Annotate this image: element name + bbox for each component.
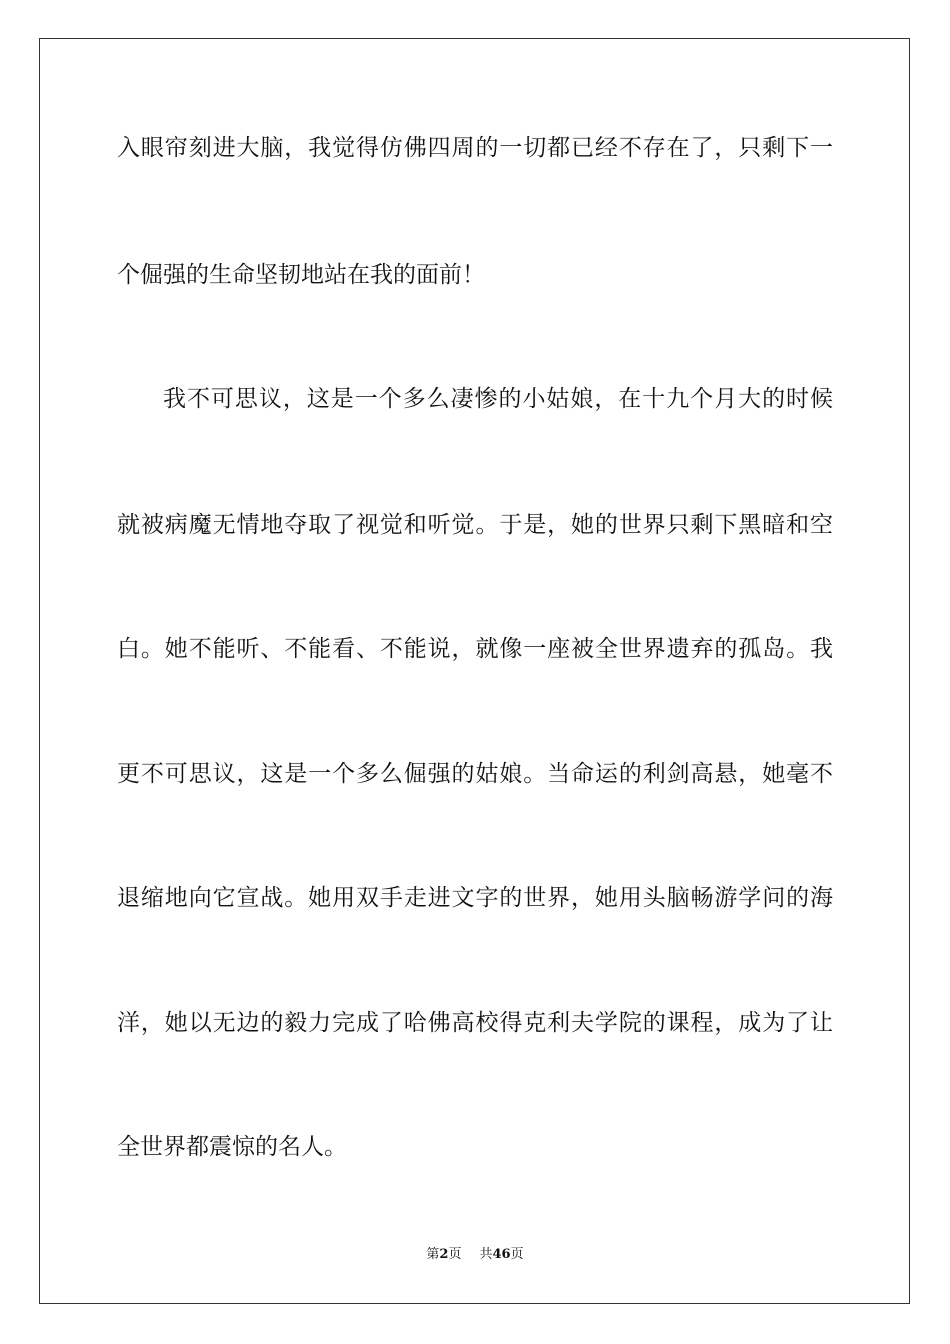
text-line-4: 就被病魔无情地夺取了视觉和听觉。于是，她的世界只剩下黑暗和空 xyxy=(117,512,833,538)
footer-prefix: 第 xyxy=(426,1247,440,1262)
footer-page-suffix: 页 xyxy=(448,1247,462,1262)
footer-total-prefix: 共 xyxy=(479,1247,493,1262)
footer-total-suffix: 页 xyxy=(510,1247,524,1262)
text-line-5: 白。她不能听、不能看、不能说，就像一座被全世界遗弃的孤岛。我 xyxy=(117,636,833,662)
text-line-2: 个倔强的生命坚韧地站在我的面前！ xyxy=(117,262,485,288)
text-line-8: 洋，她以无边的毅力完成了哈佛高校得克利夫学院的课程，成为了让 xyxy=(117,1010,833,1036)
text-line-3: 我不可思议，这是一个多么凄惨的小姑娘，在十九个月大的时候 xyxy=(163,386,833,412)
page-border xyxy=(39,38,910,1304)
text-line-7: 退缩地向它宣战。她用双手走进文字的世界，她用头脑畅游学问的海 xyxy=(117,885,833,911)
page-footer xyxy=(0,1246,950,1264)
page-number: 2 xyxy=(439,1247,449,1262)
text-line-9: 全世界都震惊的名人。 xyxy=(117,1134,347,1160)
text-line-1: 入眼帘刻进大脑，我觉得仿佛四周的一切都已经不存在了，只剩下一 xyxy=(117,135,833,161)
total-pages: 46 xyxy=(492,1247,511,1262)
text-line-6: 更不可思议，这是一个多么倔强的姑娘。当命运的利剑高悬，她毫不 xyxy=(117,761,833,787)
